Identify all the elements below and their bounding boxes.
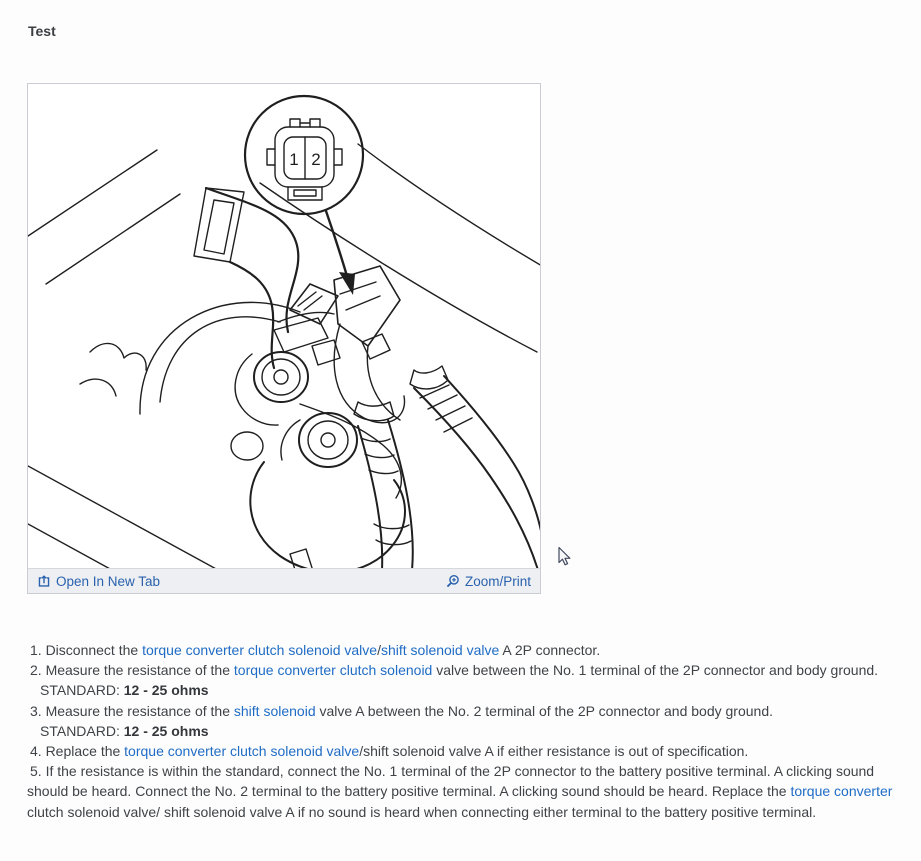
open-in-new-tab-label: Open In New Tab <box>56 573 161 589</box>
open-in-new-tab-link[interactable] <box>37 574 160 589</box>
instruction-text: STANDARD: <box>40 682 124 699</box>
text-link[interactable]: shift solenoid valve <box>380 642 500 658</box>
text-link[interactable]: torque converter <box>790 783 893 800</box>
zoom-in-icon <box>445 574 460 589</box>
instruction-text: valve between the No. 1 terminal of the 2P connector and body ground. <box>432 662 879 679</box>
instruction-text: valve A between the No. 2 terminal of the 2P connector and body ground. <box>315 702 773 719</box>
instruction-line <box>27 761 917 781</box>
image-viewer <box>27 83 541 594</box>
text-link[interactable]: shift solenoid <box>233 702 316 719</box>
instruction-text: 3. Measure the resistance of the <box>30 702 234 719</box>
instruction-line <box>27 660 917 680</box>
instruction-text: 2. Measure the resistance of the <box>30 662 234 679</box>
mouse-cursor <box>558 547 572 567</box>
viewer-toolbar <box>28 568 540 593</box>
instruction-text: clutch solenoid valve/ shift solenoid valve A if no sound is heard when connecting either terminal to the battery positive terminal. <box>27 803 817 820</box>
text-link[interactable]: torque converter clutch solenoid valve <box>142 642 378 658</box>
instruction-text: 1. Disconnect the <box>30 642 143 658</box>
instruction-text: /shift solenoid valve A if either resistance is out of specification. <box>359 742 749 759</box>
zoom-print-link[interactable] <box>445 574 531 589</box>
instruction-line <box>27 781 917 801</box>
diagram-image <box>28 84 540 568</box>
instruction-line <box>27 741 917 761</box>
terminal-1-label: 1 <box>289 150 299 169</box>
text-link[interactable]: torque converter clutch solenoid <box>233 662 433 679</box>
instruction-text: should be heard. Connect the No. 2 terminal to the battery positive terminal. A clicking sound should be heard. Replace the <box>27 783 791 800</box>
instruction-line <box>27 721 917 741</box>
instruction-text: 4. Replace the <box>30 742 125 759</box>
instruction-text: 5. If the resistance is within the standard, connect the No. 1 terminal of the 2P connector to the battery positive terminal. A clicking sound <box>30 763 875 780</box>
text-link[interactable]: torque converter clutch solenoid valve <box>124 742 360 759</box>
instruction-line <box>27 701 917 721</box>
standard-value: 12 - 25 ohms <box>123 682 209 699</box>
terminal-2-label: 2 <box>311 150 321 169</box>
page-title: Test <box>28 23 56 39</box>
zoom-print-label: Zoom/Print <box>464 573 531 589</box>
instruction-line <box>27 802 917 822</box>
instruction-text: A 2P connector. <box>499 642 601 658</box>
test-instructions <box>27 640 917 822</box>
solenoid-diagram-drawing <box>28 84 540 568</box>
instruction-line <box>27 680 917 700</box>
instruction-text: STANDARD: <box>40 722 124 739</box>
standard-value: 12 - 25 ohms <box>123 722 209 739</box>
open-in-new-tab-icon <box>37 574 51 588</box>
instruction-line <box>27 640 917 660</box>
instruction-text: / <box>377 642 381 658</box>
